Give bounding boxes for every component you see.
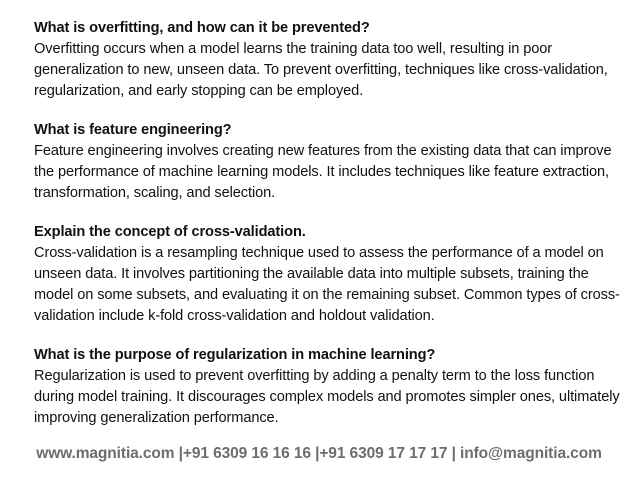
question-heading: Explain the concept of cross-validation. [34, 224, 306, 240]
qa-item-cross-validation [34, 222, 624, 327]
qa-item-overfitting [34, 18, 624, 102]
answer-text: Regularization is used to prevent overfitting by adding a penalty term to the loss function during model training. It discourages complex models and promotes simpler ones, ultimately improving generalization performance. [34, 368, 620, 426]
question-heading: What is overfitting, and how can it be prevented? [34, 20, 370, 36]
qa-item-regularization [34, 345, 624, 429]
answer-text: Overfitting occurs when a model learns the training data too well, resulting in poor generalization to new, unseen data. To prevent overfitting, techniques like cross-validation, regularization, and early stopping can be employed. [34, 41, 608, 99]
question-heading: What is the purpose of regularization in machine learning? [34, 347, 436, 363]
qa-item-feature-engineering [34, 120, 624, 204]
answer-text: Cross-validation is a resampling technique used to assess the performance of a model on unseen data. It involves partitioning the available data into multiple subsets, training the model on some subsets, and evaluating it on the remaining subset. Common types of cross-validation include k-fold cross-validation and holdout validation. [34, 245, 620, 324]
contact-footer: www.magnitia.com |+91 6309 16 16 16 |+91 6309 17 17 17 | info@magnitia.com [36, 445, 602, 462]
question-heading: What is feature engineering? [34, 122, 232, 138]
qa-list [34, 18, 624, 447]
answer-text: Feature engineering involves creating new features from the existing data that can improve the performance of machine learning models. It includes techniques like feature extraction, transformation, scaling, and selection. [34, 143, 612, 201]
